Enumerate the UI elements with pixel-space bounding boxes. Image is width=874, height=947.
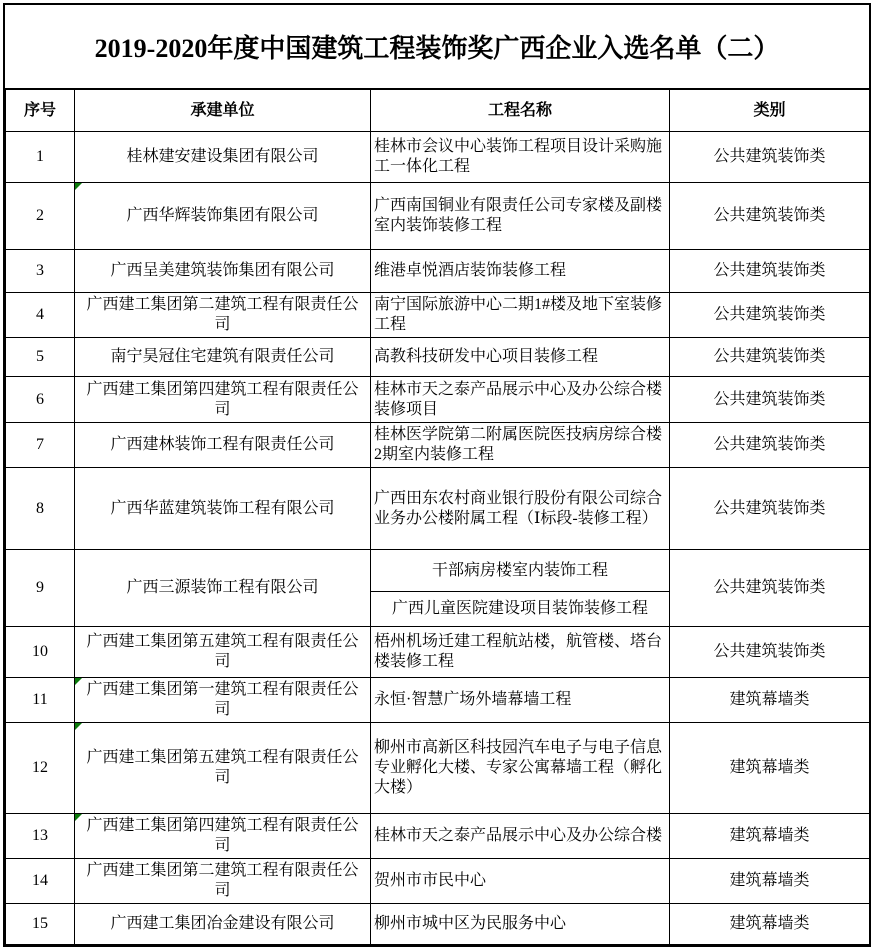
- table-body: [6, 132, 870, 945]
- cell-corner-marker-icon: [75, 678, 82, 685]
- table-row: [6, 183, 870, 250]
- table-row: [6, 338, 870, 377]
- table-row: [6, 377, 870, 423]
- cell-corner-marker-icon: [75, 723, 82, 730]
- cell-category: 公共建筑装饰类: [670, 468, 870, 550]
- cell-project: 广西儿童医院建设项目装饰装修工程: [371, 592, 670, 627]
- cell-project: 梧州机场迁建工程航站楼，航管楼、塔台楼装修工程: [371, 627, 670, 678]
- cell-project: 南宁国际旅游中心二期1#楼及地下室装修工程: [371, 293, 670, 338]
- award-list-sheet: [3, 3, 871, 947]
- col-header-no: 序号: [6, 90, 75, 132]
- cell-project: 维港卓悦酒店装饰装修工程: [371, 250, 670, 293]
- table-row: [6, 468, 870, 550]
- cell-company: 广西建工集团第四建筑工程有限责任公司: [75, 377, 371, 423]
- cell-category: 公共建筑装饰类: [670, 132, 870, 183]
- cell-category: 公共建筑装饰类: [670, 423, 870, 468]
- cell-project: 桂林医学院第二附属医院医技病房综合楼2期室内装修工程: [371, 423, 670, 468]
- cell-project: 柳州市城中区为民服务中心: [371, 904, 670, 945]
- cell-corner-marker-icon: [75, 183, 82, 190]
- cell-category: 公共建筑装饰类: [670, 550, 870, 627]
- cell-project: 广西田东农村商业银行股份有限公司综合业务办公楼附属工程（Ⅰ标段-装修工程）: [371, 468, 670, 550]
- table-row: [6, 423, 870, 468]
- col-header-project: 工程名称: [371, 90, 670, 132]
- cell-project: 贺州市市民中心: [371, 859, 670, 904]
- cell-company: 广西三源装饰工程有限公司: [75, 550, 371, 627]
- cell-category: 公共建筑装饰类: [670, 293, 870, 338]
- cell-category: 公共建筑装饰类: [670, 250, 870, 293]
- cell-project: 广西南国铜业有限责任公司专家楼及副楼室内装饰装修工程: [371, 183, 670, 250]
- col-header-category: 类别: [670, 90, 870, 132]
- cell-company: 南宁昊冠住宅建筑有限责任公司: [75, 338, 371, 377]
- table-row: [6, 250, 870, 293]
- table-row: [6, 627, 870, 678]
- cell-serial-number: 1: [6, 132, 75, 183]
- cell-serial-number: 12: [6, 723, 75, 814]
- cell-company: 广西华蓝建筑装饰工程有限公司: [75, 468, 371, 550]
- cell-project: 高教科技研发中心项目装修工程: [371, 338, 670, 377]
- cell-project: 柳州市高新区科技园汽车电子与电子信息专业孵化大楼、专家公寓幕墙工程（孵化大楼）: [371, 723, 670, 814]
- table-row: [6, 550, 870, 592]
- cell-project: 桂林市天之泰产品展示中心及办公综合楼: [371, 814, 670, 859]
- cell-category: 公共建筑装饰类: [670, 183, 870, 250]
- header-row: [6, 90, 870, 132]
- cell-company: 广西建工集团冶金建设有限公司: [75, 904, 371, 945]
- cell-category: 建筑幕墙类: [670, 814, 870, 859]
- table-row: [6, 293, 870, 338]
- cell-serial-number: 7: [6, 423, 75, 468]
- cell-project: 永恒·智慧广场外墙幕墙工程: [371, 678, 670, 723]
- cell-serial-number: 14: [6, 859, 75, 904]
- table-row: [6, 814, 870, 859]
- cell-company: 广西呈美建筑装饰集团有限公司: [75, 250, 371, 293]
- table-row: [6, 132, 870, 183]
- cell-company: 广西华辉装饰集团有限公司: [75, 183, 371, 250]
- cell-serial-number: 3: [6, 250, 75, 293]
- cell-company: 桂林建安建设集团有限公司: [75, 132, 371, 183]
- cell-project: 桂林市天之泰产品展示中心及办公综合楼装修项目: [371, 377, 670, 423]
- cell-serial-number: 5: [6, 338, 75, 377]
- cell-category: 公共建筑装饰类: [670, 377, 870, 423]
- cell-serial-number: 10: [6, 627, 75, 678]
- cell-company: 广西建工集团第五建筑工程有限责任公司: [75, 627, 371, 678]
- table-row: [6, 723, 870, 814]
- cell-company: 广西建工集团第二建筑工程有限责任公司: [75, 859, 371, 904]
- page-title: 2019-2020年度中国建筑工程装饰奖广西企业入选名单（二）: [5, 5, 869, 89]
- cell-category: 公共建筑装饰类: [670, 338, 870, 377]
- col-header-company: 承建单位: [75, 90, 371, 132]
- cell-serial-number: 11: [6, 678, 75, 723]
- cell-category: 建筑幕墙类: [670, 859, 870, 904]
- cell-company: 广西建工集团第一建筑工程有限责任公司: [75, 678, 371, 723]
- cell-company: 广西建工集团第五建筑工程有限责任公司: [75, 723, 371, 814]
- award-table: [5, 89, 870, 945]
- cell-category: 建筑幕墙类: [670, 723, 870, 814]
- cell-serial-number: 6: [6, 377, 75, 423]
- cell-company: 广西建工集团第二建筑工程有限责任公司: [75, 293, 371, 338]
- cell-project: 干部病房楼室内装饰工程: [371, 550, 670, 592]
- cell-serial-number: 13: [6, 814, 75, 859]
- table-row: [6, 678, 870, 723]
- cell-category: 公共建筑装饰类: [670, 627, 870, 678]
- table-row: [6, 859, 870, 904]
- cell-category: 建筑幕墙类: [670, 904, 870, 945]
- table-row: [6, 904, 870, 945]
- cell-company: 广西建林装饰工程有限责任公司: [75, 423, 371, 468]
- cell-serial-number: 8: [6, 468, 75, 550]
- cell-project: 桂林市会议中心装饰工程项目设计采购施工一体化工程: [371, 132, 670, 183]
- cell-category: 建筑幕墙类: [670, 678, 870, 723]
- cell-serial-number: 9: [6, 550, 75, 627]
- cell-company: 广西建工集团第四建筑工程有限责任公司: [75, 814, 371, 859]
- cell-serial-number: 4: [6, 293, 75, 338]
- cell-serial-number: 2: [6, 183, 75, 250]
- cell-corner-marker-icon: [75, 814, 82, 821]
- cell-serial-number: 15: [6, 904, 75, 945]
